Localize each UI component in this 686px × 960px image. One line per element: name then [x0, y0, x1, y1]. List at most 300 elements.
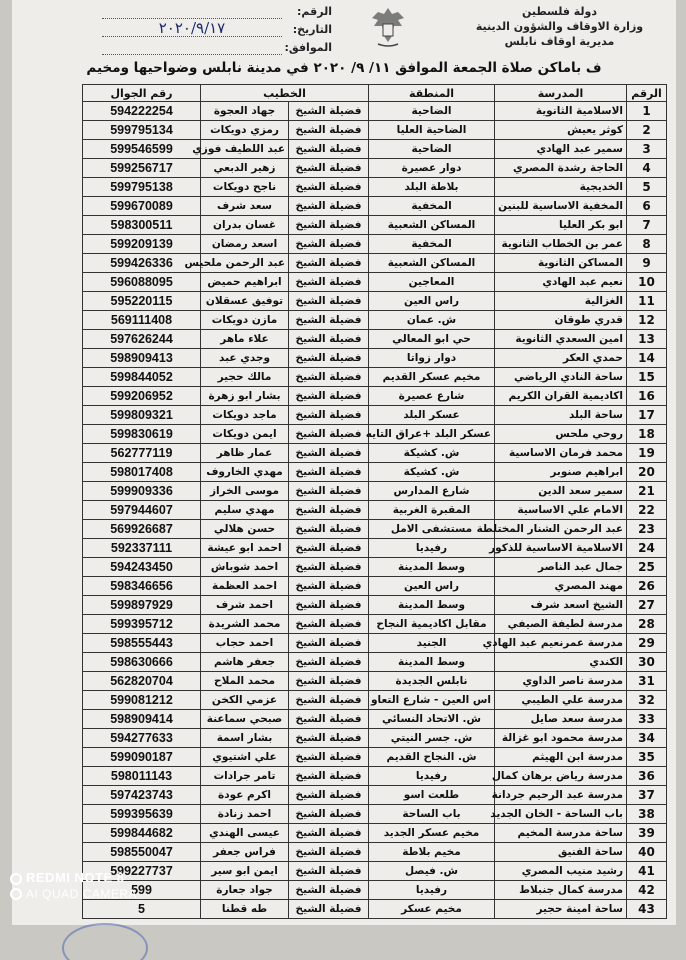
cell-title: فضيلة الشيخ	[289, 710, 369, 729]
cell-school: ابراهيم صنوبر	[495, 463, 627, 482]
table-body	[83, 102, 667, 919]
cell-school: مدرسة كمال جنبلاط	[495, 881, 627, 900]
cell-phone: 595220115	[83, 292, 201, 311]
cell-area: مخيم عسكر القديم	[369, 368, 495, 387]
cell-phone: 569111408	[83, 311, 201, 330]
table-row	[83, 824, 667, 843]
cell-title: فضيلة الشيخ	[289, 197, 369, 216]
cell-number: 36	[627, 767, 667, 786]
table-row	[83, 121, 667, 140]
cell-preacher: حسن هلالي	[201, 520, 289, 539]
cell-preacher: احمد شوباش	[201, 558, 289, 577]
cell-preacher: مالك حجير	[201, 368, 289, 387]
cell-area: المعاجين	[369, 273, 495, 292]
cell-number: 43	[627, 900, 667, 919]
organization-block	[457, 4, 662, 49]
cell-number: 8	[627, 235, 667, 254]
cell-title: فضيلة الشيخ	[289, 159, 369, 178]
cell-title: فضيلة الشيخ	[289, 349, 369, 368]
cell-number: 21	[627, 482, 667, 501]
cell-area: المساكن الشعبية	[369, 254, 495, 273]
cell-area: ش. الاتحاد النسائي	[369, 710, 495, 729]
table-row	[83, 729, 667, 748]
table-row	[83, 463, 667, 482]
cell-number: 20	[627, 463, 667, 482]
table-row	[83, 197, 667, 216]
cell-preacher: وجدي عبد	[201, 349, 289, 368]
cell-area: الجنيد	[369, 634, 495, 653]
cell-area: راس العين	[369, 577, 495, 596]
cell-preacher: احمد ابو عيشة	[201, 539, 289, 558]
cell-preacher: ايمن ابو سير	[201, 862, 289, 881]
cell-preacher: مازن دويكات	[201, 311, 289, 330]
table-row	[83, 577, 667, 596]
cell-preacher: زهير الدبعي	[201, 159, 289, 178]
cell-phone: 598909414	[83, 710, 201, 729]
cell-area: مستشفى الامل	[369, 520, 495, 539]
meta-label: الموافق:	[284, 40, 332, 54]
cell-preacher: ابراهيم حميض	[201, 273, 289, 292]
cell-phone: 597423743	[83, 786, 201, 805]
cell-school: اكاديمية القران الكريم	[495, 387, 627, 406]
cell-phone: 599206952	[83, 387, 201, 406]
cell-area: رفيديا	[369, 767, 495, 786]
handwritten-date: ٢٠٢٠/٩/١٧	[102, 22, 282, 37]
cell-title: فضيلة الشيخ	[289, 653, 369, 672]
cell-preacher: محمد الملاح	[201, 672, 289, 691]
cell-title: فضيلة الشيخ	[289, 140, 369, 159]
cell-number: 30	[627, 653, 667, 672]
cell-area: الضاحية	[369, 102, 495, 121]
org-line: دولة فلسطين	[521, 5, 598, 18]
cell-school: امين السعدي الثانوية	[495, 330, 627, 349]
cell-school: سمير سعد الدين	[495, 482, 627, 501]
cell-school: سمير عبد الهادي	[495, 140, 627, 159]
cell-school: رشيد منيب المصري	[495, 862, 627, 881]
cell-school: ساحة مدرسة المخيم	[495, 824, 627, 843]
cell-title: فضيلة الشيخ	[289, 900, 369, 919]
cell-number: 9	[627, 254, 667, 273]
cell-phone: 598550047	[83, 843, 201, 862]
cell-title: فضيلة الشيخ	[289, 216, 369, 235]
cell-preacher: احمد شرف	[201, 596, 289, 615]
cell-phone: 597626244	[83, 330, 201, 349]
cell-phone: 562820704	[83, 672, 201, 691]
cell-area: عسكر البلد +عراق التايه	[369, 425, 495, 444]
cell-preacher: بشار ابو زهرة	[201, 387, 289, 406]
cell-number: 12	[627, 311, 667, 330]
cell-school: الشيخ اسعد شرف	[495, 596, 627, 615]
cell-number: 27	[627, 596, 667, 615]
table-row	[83, 406, 667, 425]
cell-number: 13	[627, 330, 667, 349]
cell-school: الكندي	[495, 653, 627, 672]
cell-school: محمد فرمان الاساسية	[495, 444, 627, 463]
cell-title: فضيلة الشيخ	[289, 330, 369, 349]
table-row	[83, 615, 667, 634]
cell-preacher: جهاد العجوة	[201, 102, 289, 121]
cell-area: مخيم عسكر	[369, 900, 495, 919]
cell-preacher: سعد شرف	[201, 197, 289, 216]
document-title: ف باماكن صلاة الجمعة الموافق ١١/ ٩/ ٢٠٢٠ في مدينة نابلس وضواحيها ومخيم	[86, 60, 602, 76]
cell-school: مدرسة علي الطيبي	[495, 691, 627, 710]
cell-title: فضيلة الشيخ	[289, 311, 369, 330]
cell-area: وسط المدينة	[369, 596, 495, 615]
cell-area: اس العين - شارع التعاو	[369, 691, 495, 710]
cell-school: الحاجة رشدة المصري	[495, 159, 627, 178]
header-phone: رقم الجوال	[83, 85, 201, 102]
meta-value	[102, 4, 282, 19]
cell-title: فضيلة الشيخ	[289, 862, 369, 881]
cell-title: فضيلة الشيخ	[289, 596, 369, 615]
header-school: المدرسة	[495, 85, 627, 102]
cell-school: مدرسة ابن الهيثم	[495, 748, 627, 767]
cell-school: الخديجية	[495, 178, 627, 197]
table-row	[83, 710, 667, 729]
document-page	[12, 0, 676, 925]
cell-area: رفيديا	[369, 881, 495, 900]
stamp-icon	[60, 918, 150, 958]
cell-preacher: بشار اسمة	[201, 729, 289, 748]
table-row	[83, 539, 667, 558]
cell-area: ش. جسر النيتي	[369, 729, 495, 748]
cell-area: حي ابو المعالي	[369, 330, 495, 349]
cell-number: 1	[627, 102, 667, 121]
cell-number: 16	[627, 387, 667, 406]
cell-number: 33	[627, 710, 667, 729]
table-row	[83, 235, 667, 254]
cell-area: بلاطة البلد	[369, 178, 495, 197]
cell-preacher: عيسى الهندي	[201, 824, 289, 843]
cell-area: ش. عمان	[369, 311, 495, 330]
cell-area: شارع عصيرة	[369, 387, 495, 406]
cell-title: فضيلة الشيخ	[289, 425, 369, 444]
table-row	[83, 292, 667, 311]
cell-number: 18	[627, 425, 667, 444]
cell-area: وسط المدينة	[369, 558, 495, 577]
cell-preacher: علي اشتيوي	[201, 748, 289, 767]
table-row	[83, 900, 667, 919]
cell-area: الضاحية العليا	[369, 121, 495, 140]
cell-preacher: احمد حجاب	[201, 634, 289, 653]
cell-school: مدرسة رياض برهان كمال	[495, 767, 627, 786]
header-area: المنطقة	[369, 85, 495, 102]
cell-number: 28	[627, 615, 667, 634]
cell-preacher: فراس جعفر	[201, 843, 289, 862]
cell-title: فضيلة الشيخ	[289, 805, 369, 824]
meta-row	[102, 20, 332, 38]
cell-title: فضيلة الشيخ	[289, 558, 369, 577]
cell-school: الاسلامية الثانوية	[495, 102, 627, 121]
cell-number: 14	[627, 349, 667, 368]
cell-school: مدرسة سعد صايل	[495, 710, 627, 729]
cell-number: 22	[627, 501, 667, 520]
cell-phone: 599670089	[83, 197, 201, 216]
cell-preacher: توفيق عسقلان	[201, 292, 289, 311]
cell-number: 29	[627, 634, 667, 653]
cell-preacher: احمد العظمة	[201, 577, 289, 596]
cell-area: مخيم بلاطة	[369, 843, 495, 862]
cell-number: 26	[627, 577, 667, 596]
meta-row	[102, 38, 332, 56]
cell-title: فضيلة الشيخ	[289, 691, 369, 710]
cell-area: المقبرة الغربية	[369, 501, 495, 520]
camera-lens-icon	[8, 872, 24, 902]
cell-school: مهند المصري	[495, 577, 627, 596]
cell-area: راس العين	[369, 292, 495, 311]
cell-school: ساحة الفنيق	[495, 843, 627, 862]
cell-phone: 599395639	[83, 805, 201, 824]
cell-title: فضيلة الشيخ	[289, 406, 369, 425]
cell-phone: 598630666	[83, 653, 201, 672]
cell-area: رفيديا	[369, 539, 495, 558]
cell-school: عمر بن الخطاب الثانوية	[495, 235, 627, 254]
cell-phone: 599395712	[83, 615, 201, 634]
table-row	[83, 368, 667, 387]
table-row	[83, 330, 667, 349]
cell-school: ساحة النادي الرياضي	[495, 368, 627, 387]
cell-title: فضيلة الشيخ	[289, 178, 369, 197]
cell-area: عسكر البلد	[369, 406, 495, 425]
cell-preacher: عمار ظاهر	[201, 444, 289, 463]
header-preacher: الخطيب	[201, 85, 369, 102]
table-row	[83, 425, 667, 444]
cell-number: 7	[627, 216, 667, 235]
table-header-row	[83, 85, 667, 102]
cell-preacher: جواد جعارة	[201, 881, 289, 900]
letterhead	[12, 0, 676, 76]
cell-school: ابو بكر العليا	[495, 216, 627, 235]
cell-title: فضيلة الشيخ	[289, 786, 369, 805]
meta-label: الرقم:	[297, 4, 332, 18]
cell-number: 39	[627, 824, 667, 843]
cell-title: فضيلة الشيخ	[289, 615, 369, 634]
cell-number: 10	[627, 273, 667, 292]
cell-school: الغزالية	[495, 292, 627, 311]
cell-number: 17	[627, 406, 667, 425]
cell-school: عبد الرحمن الشنار المختلطة	[495, 520, 627, 539]
cell-number: 15	[627, 368, 667, 387]
cell-preacher: تامر جرادات	[201, 767, 289, 786]
org-line: وزارة الاوقاف والشؤون الدينية	[475, 20, 644, 33]
cell-preacher: غسان بدران	[201, 216, 289, 235]
cell-preacher: اكرم عودة	[201, 786, 289, 805]
cell-area: مقابل اكاديمية النجاح	[369, 615, 495, 634]
cell-area: طلعت اسو	[369, 786, 495, 805]
header-number: الرقم	[627, 85, 667, 102]
cell-phone: 599081212	[83, 691, 201, 710]
cell-area: ش. كشيكة	[369, 444, 495, 463]
cell-number: 23	[627, 520, 667, 539]
cell-title: فضيلة الشيخ	[289, 235, 369, 254]
cell-phone: 599090187	[83, 748, 201, 767]
cell-area: المساكن الشعبية	[369, 216, 495, 235]
cell-title: فضيلة الشيخ	[289, 729, 369, 748]
cell-school: باب الساحة - الخان الجديد	[495, 805, 627, 824]
table-row	[83, 881, 667, 900]
cell-area: مخيم عسكر الجديد	[369, 824, 495, 843]
cell-area: المخفية	[369, 197, 495, 216]
table-row	[83, 178, 667, 197]
table-row	[83, 748, 667, 767]
cell-preacher: موسى الخراز	[201, 482, 289, 501]
cell-phone: 599830619	[83, 425, 201, 444]
cell-preacher: عزمي الكخن	[201, 691, 289, 710]
cell-preacher: صبحي سماعنة	[201, 710, 289, 729]
table-row	[83, 596, 667, 615]
cell-school: قدري طوقان	[495, 311, 627, 330]
cell-title: فضيلة الشيخ	[289, 368, 369, 387]
table-row	[83, 444, 667, 463]
cell-preacher: علاء ماهر	[201, 330, 289, 349]
cell-number: 2	[627, 121, 667, 140]
cell-preacher: احمد زنادة	[201, 805, 289, 824]
cell-school: حمدي العكر	[495, 349, 627, 368]
cell-school: جمال عبد الناصر	[495, 558, 627, 577]
cell-school: مدرسة محمود ابو غزالة	[495, 729, 627, 748]
cell-phone: 599809321	[83, 406, 201, 425]
cell-title: فضيلة الشيخ	[289, 767, 369, 786]
cell-school: روحي ملحس	[495, 425, 627, 444]
cell-phone: 599256717	[83, 159, 201, 178]
cell-area: وسط المدينة	[369, 653, 495, 672]
org-line: مديرية اوقاف نابلس	[504, 35, 615, 48]
cell-preacher: مهدي الخاروف	[201, 463, 289, 482]
cell-title: فضيلة الشيخ	[289, 292, 369, 311]
cell-preacher: اسعد رمضان	[201, 235, 289, 254]
cell-area: دوار عصيرة	[369, 159, 495, 178]
cell-number: 5	[627, 178, 667, 197]
cell-school: المساكن الثانوية	[495, 254, 627, 273]
cell-phone: 599	[83, 881, 201, 900]
reference-block	[102, 2, 332, 56]
table-row	[83, 140, 667, 159]
cell-title: فضيلة الشيخ	[289, 121, 369, 140]
cell-phone: 599795134	[83, 121, 201, 140]
cell-preacher: جعفر هاشم	[201, 653, 289, 672]
table-row	[83, 653, 667, 672]
cell-preacher: عبد الرحمن ملحيس	[201, 254, 289, 273]
cell-number: 3	[627, 140, 667, 159]
cell-phone: 5	[83, 900, 201, 919]
cell-title: فضيلة الشيخ	[289, 824, 369, 843]
cell-phone: 594243450	[83, 558, 201, 577]
cell-number: 34	[627, 729, 667, 748]
meta-label: التاريخ:	[292, 22, 332, 36]
cell-number: 42	[627, 881, 667, 900]
camera-watermark	[26, 870, 137, 901]
cell-phone: 599909336	[83, 482, 201, 501]
cell-title: فضيلة الشيخ	[289, 634, 369, 653]
cell-number: 38	[627, 805, 667, 824]
table-row	[83, 862, 667, 881]
cell-preacher: مهدي سليم	[201, 501, 289, 520]
table-row	[83, 482, 667, 501]
cell-school: مدرسة ناصر الداوي	[495, 672, 627, 691]
cell-title: فضيلة الشيخ	[289, 273, 369, 292]
cell-title: فضيلة الشيخ	[289, 881, 369, 900]
watermark-line: AI QUAD CAMERA	[26, 887, 138, 901]
cell-school: ساحة امينة حجير	[495, 900, 627, 919]
cell-phone: 598555443	[83, 634, 201, 653]
cell-title: فضيلة الشيخ	[289, 577, 369, 596]
cell-number: 25	[627, 558, 667, 577]
cell-title: فضيلة الشيخ	[289, 672, 369, 691]
table-row	[83, 254, 667, 273]
cell-title: فضيلة الشيخ	[289, 482, 369, 501]
cell-title: فضيلة الشيخ	[289, 501, 369, 520]
cell-phone: 597944607	[83, 501, 201, 520]
cell-phone: 599209139	[83, 235, 201, 254]
table-row	[83, 102, 667, 121]
watermark-line: REDMI NOTE 8	[26, 870, 125, 885]
table-row	[83, 387, 667, 406]
cell-phone: 594222254	[83, 102, 201, 121]
table-row	[83, 349, 667, 368]
cell-number: 37	[627, 786, 667, 805]
cell-preacher: محمد الشريدة	[201, 615, 289, 634]
cell-number: 6	[627, 197, 667, 216]
cell-title: فضيلة الشيخ	[289, 463, 369, 482]
cell-title: فضيلة الشيخ	[289, 520, 369, 539]
table-row	[83, 767, 667, 786]
cell-phone: 599546599	[83, 140, 201, 159]
table-row	[83, 501, 667, 520]
cell-phone: 599426336	[83, 254, 201, 273]
cell-title: فضيلة الشيخ	[289, 254, 369, 273]
table-row	[83, 558, 667, 577]
table-row	[83, 691, 667, 710]
cell-school: الامام علي الاساسية	[495, 501, 627, 520]
cell-title: فضيلة الشيخ	[289, 748, 369, 767]
table-row	[83, 805, 667, 824]
cell-school: نعيم عبد الهادي	[495, 273, 627, 292]
cell-number: 11	[627, 292, 667, 311]
table-row	[83, 159, 667, 178]
meta-value	[102, 40, 282, 55]
table-row	[83, 520, 667, 539]
cell-phone: 592337111	[83, 539, 201, 558]
meta-row	[102, 2, 332, 20]
cell-area: باب الساحة	[369, 805, 495, 824]
cell-title: فضيلة الشيخ	[289, 102, 369, 121]
cell-phone: 598909413	[83, 349, 201, 368]
cell-area: ش. النجاح القديم	[369, 748, 495, 767]
cell-phone: 598017408	[83, 463, 201, 482]
cell-school: مدرسة عبد الرحيم جردانة	[495, 786, 627, 805]
cell-preacher: طه قطنا	[201, 900, 289, 919]
cell-phone: 599227737	[83, 862, 201, 881]
cell-phone: 598300511	[83, 216, 201, 235]
cell-preacher: ايمن دويكات	[201, 425, 289, 444]
cell-number: 41	[627, 862, 667, 881]
cell-phone: 599795138	[83, 178, 201, 197]
cell-area: دوار زواتا	[369, 349, 495, 368]
table-row	[83, 216, 667, 235]
cell-area: ش. كشيكة	[369, 463, 495, 482]
cell-number: 31	[627, 672, 667, 691]
table-row	[83, 786, 667, 805]
cell-preacher: عبد اللطيف فوزي	[201, 140, 289, 159]
table-row	[83, 634, 667, 653]
cell-number: 19	[627, 444, 667, 463]
cell-phone: 596088095	[83, 273, 201, 292]
cell-phone: 569926687	[83, 520, 201, 539]
table-row	[83, 843, 667, 862]
cell-school: مدرسة عمرنعيم عبد الهادي	[495, 634, 627, 653]
cell-title: فضيلة الشيخ	[289, 843, 369, 862]
cell-school: الاسلامية الاساسية للذكور	[495, 539, 627, 558]
